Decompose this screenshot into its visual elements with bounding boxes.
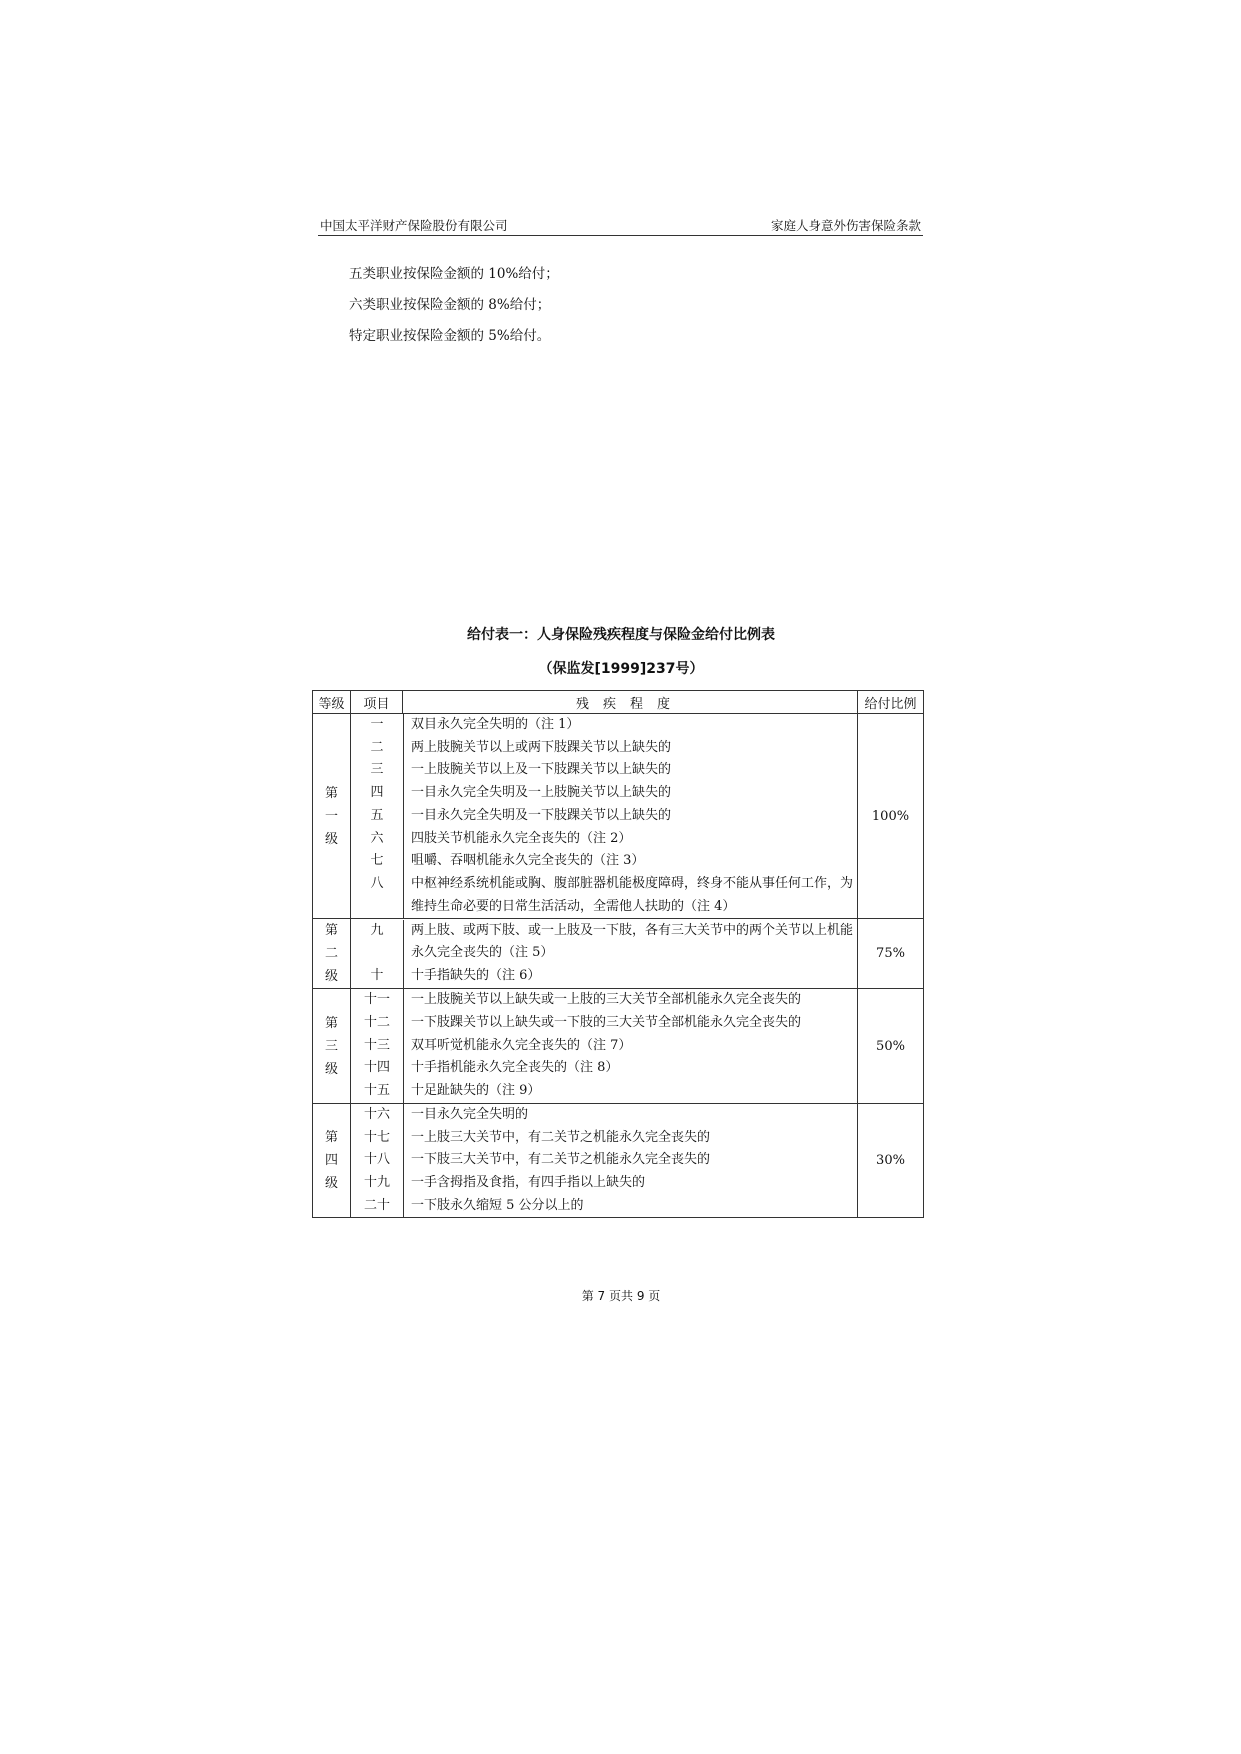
paragraph: 六类职业按保险金额的 8%给付； <box>349 297 551 313</box>
header-grade: 等级 <box>313 691 351 714</box>
grade-char: 级 <box>324 1176 338 1192</box>
item-number: 十八 <box>351 1149 404 1172</box>
item-number: 十一 <box>351 989 404 1012</box>
item-number: 十四 <box>351 1057 404 1080</box>
grade-char: 第 <box>324 785 338 801</box>
item-description: 咀嚼、吞咽机能永久完全丧失的（注 3） <box>411 853 645 869</box>
grade-char: 二 <box>324 946 338 962</box>
items-cell <box>351 714 858 919</box>
item-row <box>351 1104 857 1127</box>
item-row <box>351 965 857 988</box>
grade-cell <box>313 919 351 989</box>
item-description: 双目永久完全失明的（注 1） <box>411 717 580 732</box>
item-description: 一目永久完全失明及一下肢踝关节以上缺失的 <box>411 807 672 823</box>
item-row <box>351 1149 857 1172</box>
ratio-cell: 50% <box>858 989 924 1104</box>
item-number: 五 <box>351 805 404 828</box>
item-description: 一上肢腕关节以上缺失或一上肢的三大关节全部机能永久完全丧失的 <box>411 992 802 1008</box>
header-item: 项目 <box>351 691 403 714</box>
item-number: 十九 <box>351 1172 404 1195</box>
item-description: 四肢关节机能永久完全丧失的（注 2） <box>411 830 632 846</box>
item-number: 九 <box>351 920 404 965</box>
item-description: 一下肢踝关节以上缺失或一下肢的三大关节全部机能永久完全丧失的 <box>411 1015 802 1031</box>
item-description: 两上肢、或两下肢、或一上肢及一下肢，各有三大关节中的两个关节以上机能永久完全丧失的（注 5） <box>411 922 854 961</box>
item-description: 十手指机能永久完全丧失的（注 8） <box>411 1060 619 1076</box>
item-description: 一目永久完全失明的 <box>411 1106 529 1122</box>
table-row <box>313 1103 924 1218</box>
company-name: 中国太平洋财产保险股份有限公司 <box>320 218 508 233</box>
item-number: 十七 <box>351 1127 404 1150</box>
item-row <box>351 714 857 737</box>
item-number: 四 <box>351 782 404 805</box>
items-cell <box>351 989 858 1104</box>
items-cell <box>351 919 858 989</box>
item-row <box>351 782 857 805</box>
grade-cell <box>313 1103 351 1218</box>
item-number: 十六 <box>351 1104 404 1127</box>
ratio-cell: 100% <box>858 714 924 919</box>
paragraph: 特定职业按保险金额的 5%给付。 <box>349 328 551 344</box>
grade-char: 第 <box>324 923 338 939</box>
page-header <box>318 213 923 236</box>
item-row <box>351 1127 857 1150</box>
item-description: 一下肢三大关节中，有二关节之机能永久完全丧失的 <box>411 1152 711 1168</box>
grade-char: 四 <box>324 1153 338 1169</box>
item-row <box>351 759 857 782</box>
item-row <box>351 1012 857 1035</box>
item-row <box>351 920 857 965</box>
document-title: 家庭人身意外伤害保险条款 <box>770 218 921 233</box>
grade-char: 级 <box>324 1061 338 1077</box>
item-description: 中枢神经系统机能或胸、腹部脏器机能极度障碍，终身不能从事任何工作，为维持生命必要的日常生活活动，全需他人扶助的（注 4） <box>411 875 854 914</box>
table-row <box>313 989 924 1104</box>
disability-payout-table <box>312 690 924 1218</box>
item-number: 二 <box>351 737 404 760</box>
grade-char: 级 <box>324 969 338 985</box>
items-cell <box>351 1103 858 1218</box>
item-row <box>351 805 857 828</box>
item-row <box>351 1057 857 1080</box>
item-description: 双耳听觉机能永久完全丧失的（注 7） <box>411 1037 632 1053</box>
table-subtitle: （保监发[1999]237号） <box>538 661 704 677</box>
table-row <box>313 714 924 919</box>
table-title: 给付表一：人身保险残疾程度与保险金给付比例表 <box>467 627 775 643</box>
paragraph: 五类职业按保险金额的 10%给付； <box>349 266 559 282</box>
grade-char: 三 <box>324 1038 338 1054</box>
item-number: 十 <box>351 965 404 988</box>
item-number: 一 <box>351 714 404 737</box>
item-row <box>351 1035 857 1058</box>
page-footer: 第 7 页共 9 页 <box>581 1289 661 1303</box>
item-description: 十足趾缺失的（注 9） <box>411 1083 541 1099</box>
header-ratio: 给付比例 <box>858 691 924 714</box>
item-row <box>351 850 857 873</box>
table-row <box>313 919 924 989</box>
grade-char: 一 <box>324 808 338 824</box>
grade-char: 第 <box>324 1015 338 1031</box>
item-number: 三 <box>351 759 404 782</box>
item-number: 十三 <box>351 1035 404 1058</box>
item-number: 十二 <box>351 1012 404 1035</box>
header-disability: 残疾程度 <box>403 691 858 714</box>
item-description: 一上肢腕关节以上及一下肢踝关节以上缺失的 <box>411 762 672 778</box>
grade-cell <box>313 989 351 1104</box>
item-description: 一下肢永久缩短 5 公分以上的 <box>411 1197 584 1213</box>
item-number: 六 <box>351 828 404 851</box>
item-row <box>351 1195 857 1218</box>
item-number: 十五 <box>351 1080 404 1103</box>
item-description: 一目永久完全失明及一上肢腕关节以上缺失的 <box>411 785 672 801</box>
item-row <box>351 873 857 918</box>
item-description: 两上肢腕关节以上或两下肢踝关节以上缺失的 <box>411 739 672 755</box>
grade-char: 第 <box>324 1130 338 1146</box>
ratio-cell: 75% <box>858 919 924 989</box>
item-number: 八 <box>351 873 404 918</box>
item-row <box>351 828 857 851</box>
item-row <box>351 1172 857 1195</box>
item-row <box>351 989 857 1012</box>
grade-cell <box>313 714 351 919</box>
table-body <box>313 714 924 1218</box>
ratio-cell: 30% <box>858 1103 924 1218</box>
item-row <box>351 1080 857 1103</box>
grade-char: 级 <box>324 831 338 847</box>
item-row <box>351 737 857 760</box>
item-number: 七 <box>351 850 404 873</box>
table-header-row <box>313 691 924 714</box>
item-description: 一手含拇指及食指，有四手指以上缺失的 <box>411 1174 646 1190</box>
item-number: 二十 <box>351 1195 404 1218</box>
item-description: 一上肢三大关节中，有二关节之机能永久完全丧失的 <box>411 1129 711 1145</box>
item-description: 十手指缺失的（注 6） <box>411 968 541 984</box>
